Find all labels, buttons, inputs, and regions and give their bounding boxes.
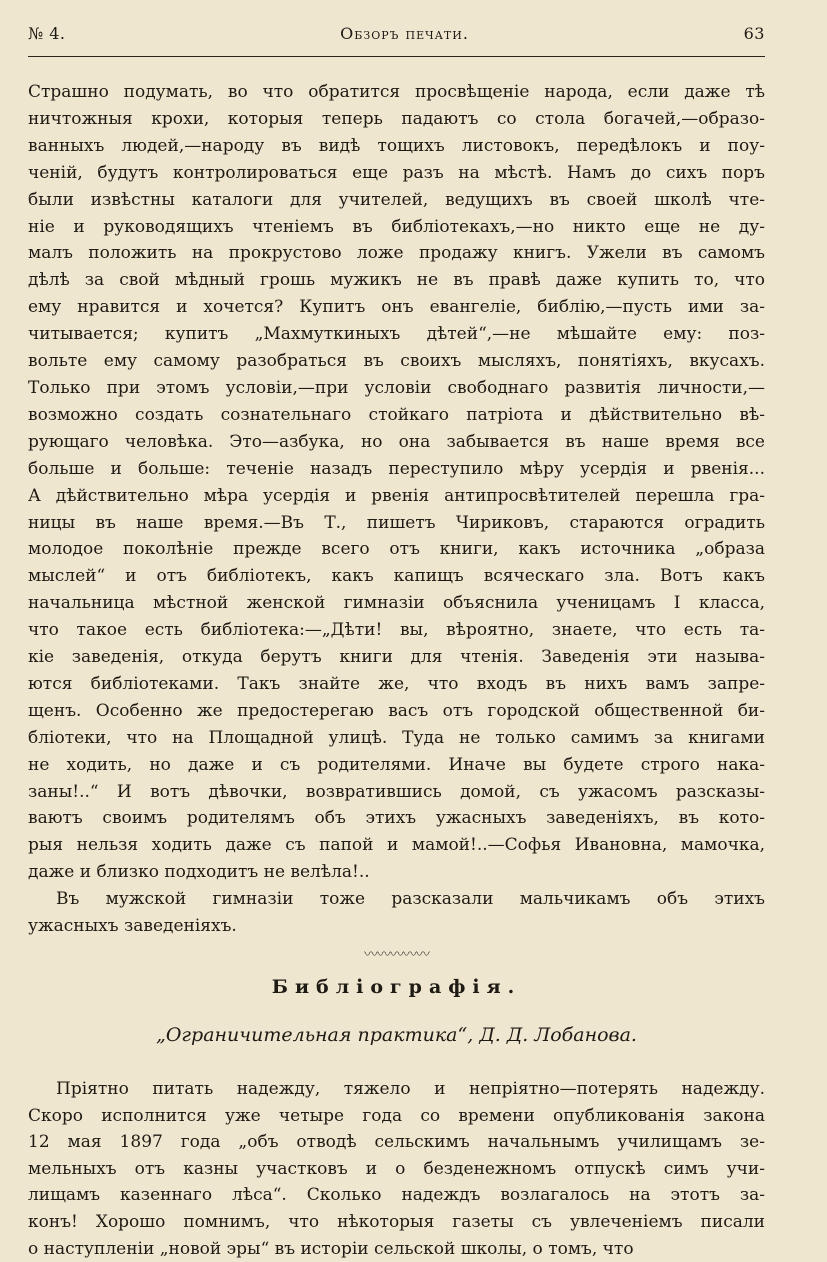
text-line: что такое есть библіотека:—„Дѣти! вы, вѣроятно, знаете, что есть та- <box>28 620 765 641</box>
text-line: рующаго человѣка. Это—азбука, но она забывается въ наше время все <box>28 431 765 452</box>
page-number: 63 <box>743 24 765 43</box>
text-line: мыслей“ и отъ библіотекъ, какъ капищъ всяческаго зла. Вотъ какъ <box>28 566 765 587</box>
text-line: о наступленіи „новой эры“ въ исторіи сельской школы, о томъ, что <box>28 1238 634 1259</box>
text-line: ему нравится и хочется? Купитъ онъ евангеліе, библію,—пусть ими за- <box>28 297 765 318</box>
text-line: дѣлѣ за свой мѣдный грошь мужикъ не въ правѣ даже купить то, что <box>28 270 765 291</box>
text-line: ванныхъ людей,—народу въ видѣ тощихъ листовокъ, передѣлокъ и поу- <box>28 135 765 156</box>
text-line: Только при этомъ условіи,—при условіи свободнаго развитія личности,— <box>28 377 765 398</box>
book-title-line <box>28 1024 765 1046</box>
text-line: бліотеки, что на Площадной улицѣ. Туда не только самимъ за книгами <box>28 727 765 748</box>
section-heading: Библіографія. <box>271 976 522 998</box>
header-rule <box>28 56 765 57</box>
text-line: лищамъ казеннаго лѣса“. Сколько надеждъ возлагалось на этотъ за- <box>28 1185 765 1206</box>
text-line: мельныхъ отъ казны участковъ и о безденежномъ отпускѣ симъ учи- <box>28 1158 765 1179</box>
article-text <box>28 79 765 940</box>
issue-number: № 4. <box>28 24 66 43</box>
paragraph-1 <box>28 79 765 886</box>
text-line: возможно создать сознательнаго стойкаго патріота и дѣйствительно вѣ- <box>28 404 765 425</box>
text-line: рыя нельзя ходить даже съ папой и мамой!..—Софья Ивановна, мамочка, <box>28 835 765 856</box>
paragraph-3 <box>28 1076 765 1262</box>
text-line: Страшно подумать, во что обратится просвѣщеніе народа, если даже тѣ <box>28 82 765 102</box>
text-line: Скоро исполнится уже четыре года со времени опубликованія закона <box>28 1105 765 1126</box>
text-line: не ходить, но даже и съ родителями. Иначе вы будете строго нака- <box>28 754 765 775</box>
text-line: конъ! Хорошо помнимъ, что нѣкоторыя газеты съ увлеченіемъ писали <box>28 1211 765 1232</box>
text-line: 12 мая 1897 года „объ отводѣ сельскимъ начальнымъ училищамъ зе- <box>28 1132 765 1153</box>
text-line: ніе и руководящихъ чтеніемъ въ библіотекахъ,—но никто еще не ду- <box>28 216 765 237</box>
text-line: щенъ. Особенно же предостерегаю васъ отъ городской общественной би- <box>28 700 765 721</box>
book-title: „Ограничительная практика“, <box>156 1024 474 1046</box>
text-line: молодое поколѣніе прежде всего отъ книги, какъ источника „образа <box>28 539 765 560</box>
text-line: ченій, будутъ контролироваться еще разъ на мѣстѣ. Намъ до сихъ поръ <box>28 162 765 183</box>
text-line: ваютъ своимъ родителямъ объ этихъ ужасныхъ заведеніяхъ, въ кото- <box>28 808 765 829</box>
text-line: Пріятно питать надежду, тяжело и непріятно—потерять надежду. <box>56 1079 765 1099</box>
text-line: А дѣйствительно мѣра усердія и рвенія антипросвѣтителей перешла гра- <box>28 485 765 506</box>
text-line: ужасныхъ заведеніяхъ. <box>28 916 237 937</box>
text-line: даже и близко подходитъ не велѣла!.. <box>28 862 370 883</box>
text-line: кіе заведенія, откуда берутъ книги для чтенія. Заведенія эти называ- <box>28 647 765 668</box>
article-text-2 <box>28 1076 765 1262</box>
text-line: малъ положить на прокрустово ложе продажу книгъ. Ужели въ самомъ <box>28 243 765 264</box>
text-line: ницы въ наше время.—Въ Т., пишетъ Чириковъ, стараются оградить <box>28 512 765 533</box>
text-line: Въ мужской гимназіи тоже разсказали мальчикамъ объ этихъ <box>56 889 765 910</box>
text-line: вольте ему самому разобраться въ своихъ мысляхъ, понятіяхъ, вкусахъ. <box>28 351 765 372</box>
text-line: читывается; купитъ „Махмуткиныхъ дѣтей“,—не мѣшайте ему: поз- <box>28 324 765 345</box>
paragraph-2 <box>28 886 765 940</box>
text-line: больше и больше: теченіе назадъ переступило мѣру усердія и рвенія... <box>28 458 765 479</box>
text-line: начальница мѣстной женской гимназіи объяснила ученицамъ I класса, <box>28 593 765 614</box>
text-line: ются библіотеками. Такъ знайте же, что входъ въ нихъ вамъ запре- <box>28 673 765 694</box>
section-divider: 〰〰〰〰〰 <box>364 947 429 963</box>
running-header <box>28 0 765 48</box>
text-line: заны!..“ И вотъ дѣвочки, возвратившись домой, съ ужасомъ разсказы- <box>28 781 765 802</box>
text-line: ничтожныя крохи, которыя теперь падаютъ со стола богачей,—образо- <box>28 108 765 129</box>
book-author: Д. Д. Лобанова. <box>479 1024 637 1046</box>
journal-section-title: Обзоръ печати. <box>340 24 469 43</box>
text-line: были извѣстны каталоги для учителей, ведущихъ въ своей школѣ чте- <box>28 189 765 210</box>
